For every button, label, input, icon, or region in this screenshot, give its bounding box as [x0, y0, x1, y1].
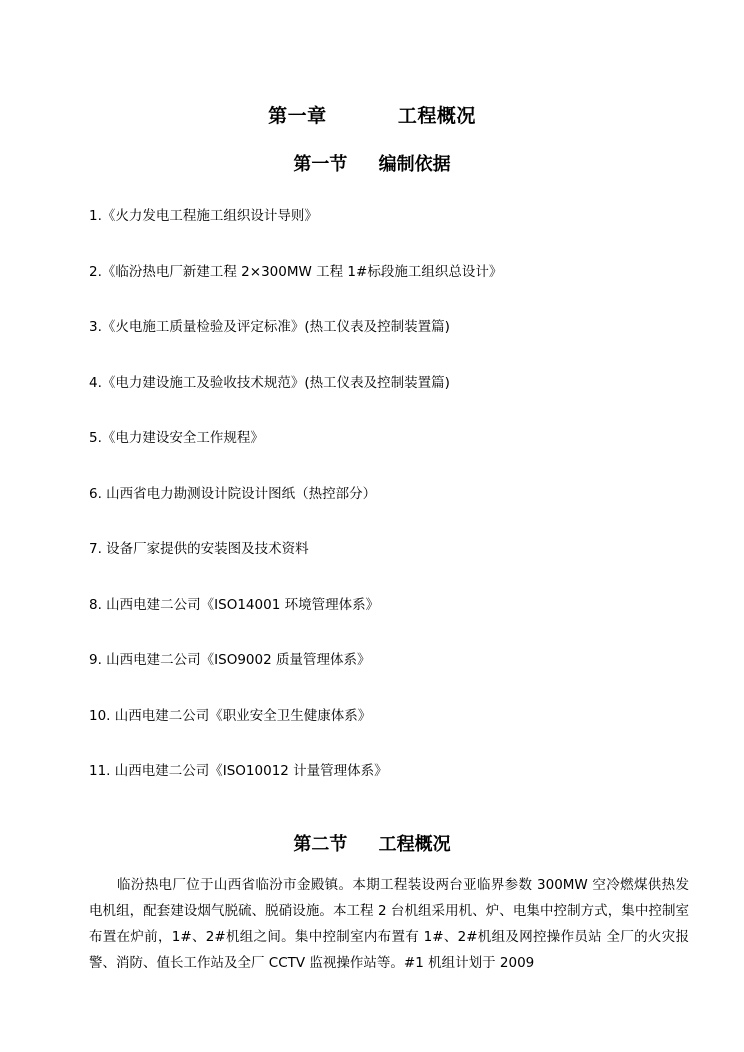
list-item: 3.《火电施工质量检验及评定标准》(热工仪表及控制装置篇): [89, 319, 450, 335]
overview-paragraph: 临汾热电厂位于山西省临汾市金殿镇。本期工程装设两台亚临界参数 300MW 空冷燃煤供热发电机组，配套建设烟气脱硫、脱硝设施。本工程 2 台机组采用机、炉、电集中控制方式，集中控制室布置在炉前，1#、2#机组之间。集中控制室内布置有 1#、2#机组及网控操作员站 全厂的火灾报警、消防、值长工作站及全厂 CCTV 监视操作站等。#1 机组计划于 2009: [89, 877, 689, 971]
list-item: 11. 山西电建二公司《ISO10012 计量管理体系》: [89, 763, 388, 779]
list-item: 7. 设备厂家提供的安装图及技术资料: [89, 541, 309, 557]
list-item: 2.《临汾热电厂新建工程 2×300MW 工程 1#标段施工组织总设计》: [89, 263, 503, 280]
list-item: 9. 山西电建二公司《ISO9002 质量管理体系》: [89, 652, 371, 668]
chapter-title: 第一章 工程概况: [268, 105, 476, 127]
basis-list: [89, 206, 502, 817]
list-item: 5.《电力建设安全工作规程》: [89, 430, 264, 446]
section-title-overview: 第二节 工程概况: [293, 834, 451, 855]
section-title-basis: 第一节 编制依据: [293, 154, 451, 175]
list-item: 1.《火力发电工程施工组织设计导则》: [89, 208, 318, 224]
list-item: 4.《电力建设施工及验收技术规范》(热工仪表及控制装置篇): [89, 374, 450, 391]
list-item: 8. 山西电建二公司《ISO14001 环境管理体系》: [89, 596, 380, 613]
list-item: 6. 山西省电力勘测设计院设计图纸（热控部分）: [89, 485, 377, 502]
list-item: 10. 山西电建二公司《职业安全卫生健康体系》: [89, 707, 372, 724]
